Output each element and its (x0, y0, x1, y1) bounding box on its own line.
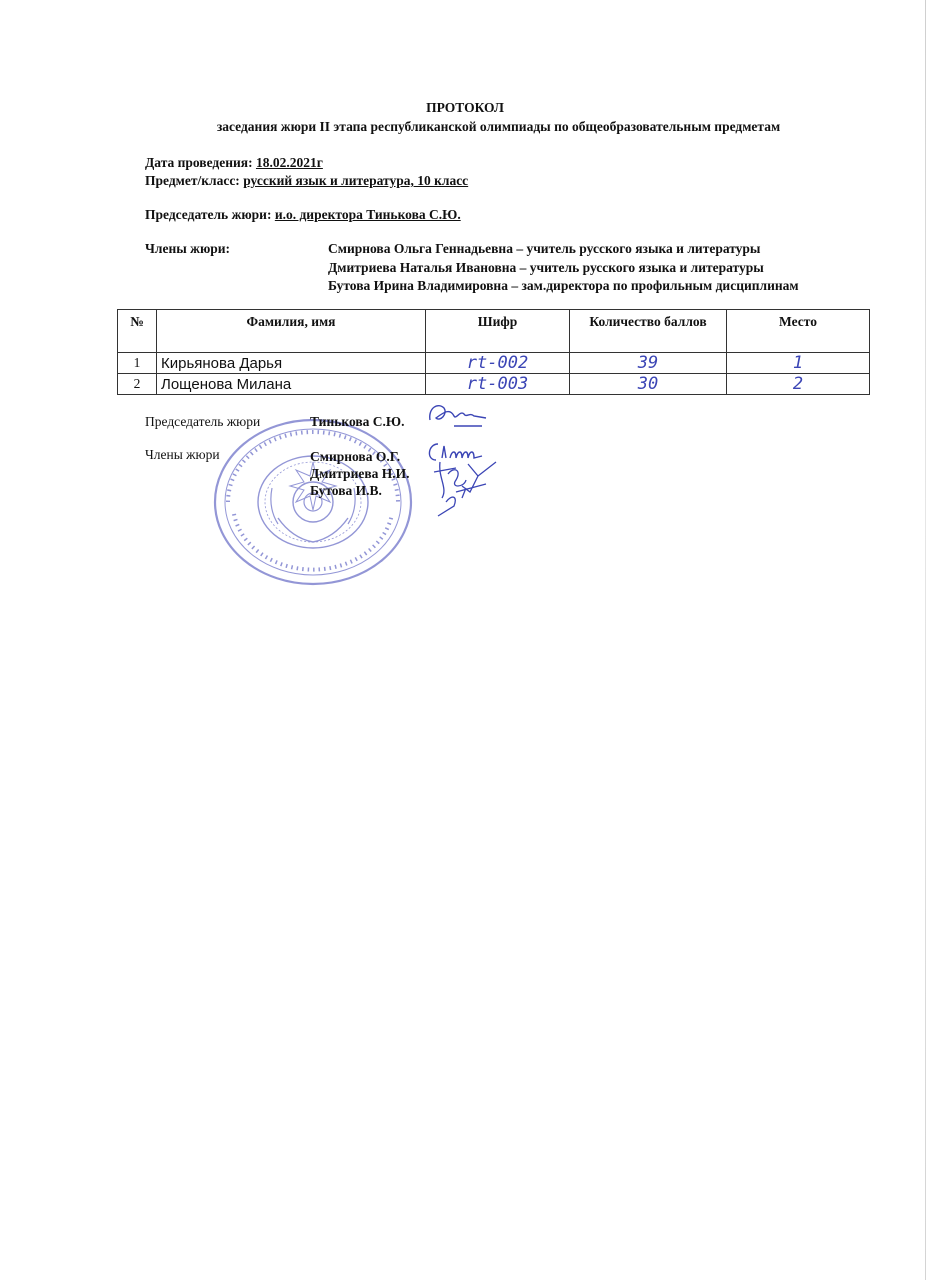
participant-place: 2 (727, 374, 870, 395)
date-line (145, 155, 323, 171)
row-number: 2 (118, 374, 157, 395)
document-subtitle: заседания жюри II этапа республиканской олимпиады по общеобразовательным предметам (216, 119, 781, 134)
col-header-code: Шифр (426, 310, 570, 353)
subject-label: Предмет/класс: (145, 173, 240, 188)
date-value: 18.02.2021г (255, 155, 323, 170)
participant-code: rt-002 (426, 353, 570, 374)
participant-name: Кирьянова Дарья (157, 353, 426, 374)
participant-name: Лощенова Милана (157, 374, 426, 395)
row-number: 1 (118, 353, 157, 374)
chair-line (145, 207, 461, 223)
participant-score: 30 (570, 374, 727, 395)
document-title: ПРОТОКОЛ (426, 100, 504, 115)
jury-member: Бутова Ирина Владимировна – зам.директора по профильным дисциплинам (328, 278, 799, 293)
table-header-row (118, 310, 870, 353)
col-header-place: Место (727, 310, 870, 353)
signature-member-name: Смирнова О.Г. (310, 449, 401, 464)
col-header-name: Фамилия, имя (157, 310, 426, 353)
member-signature-2 (426, 458, 502, 518)
jury-member: Дмитриева Наталья Ивановна – учитель русского языка и литературы (328, 260, 764, 275)
col-header-number: № (118, 310, 157, 353)
participant-place: 1 (727, 353, 870, 374)
signature-chair-label: Председатель жюри (145, 414, 261, 429)
chair-label: Председатель жюри: (145, 207, 272, 222)
date-label: Дата проведения: (145, 155, 253, 170)
participant-code: rt-003 (426, 374, 570, 395)
subject-value: русский язык и литература, 10 класс (243, 173, 469, 188)
col-header-score: Количество баллов (570, 310, 727, 353)
official-stamp (212, 418, 414, 586)
table-row (118, 353, 870, 374)
signature-members-label: Члены жюри (145, 447, 220, 462)
subject-line (145, 173, 468, 189)
jury-label: Члены жюри: (145, 241, 231, 256)
results-table (117, 309, 870, 395)
participant-score: 39 (570, 353, 727, 374)
signature-member-name: Дмитриева Н.И. (310, 466, 410, 481)
chair-signature (424, 398, 494, 432)
table-row (118, 374, 870, 395)
chair-value: и.о. директора Тинькова С.Ю. (274, 207, 461, 222)
signature-chair-name: Тинькова С.Ю. (310, 414, 405, 429)
signature-member-name: Бутова И.В. (310, 483, 382, 498)
jury-member: Смирнова Ольга Геннадьевна – учитель русского языка и литературы (328, 241, 761, 256)
